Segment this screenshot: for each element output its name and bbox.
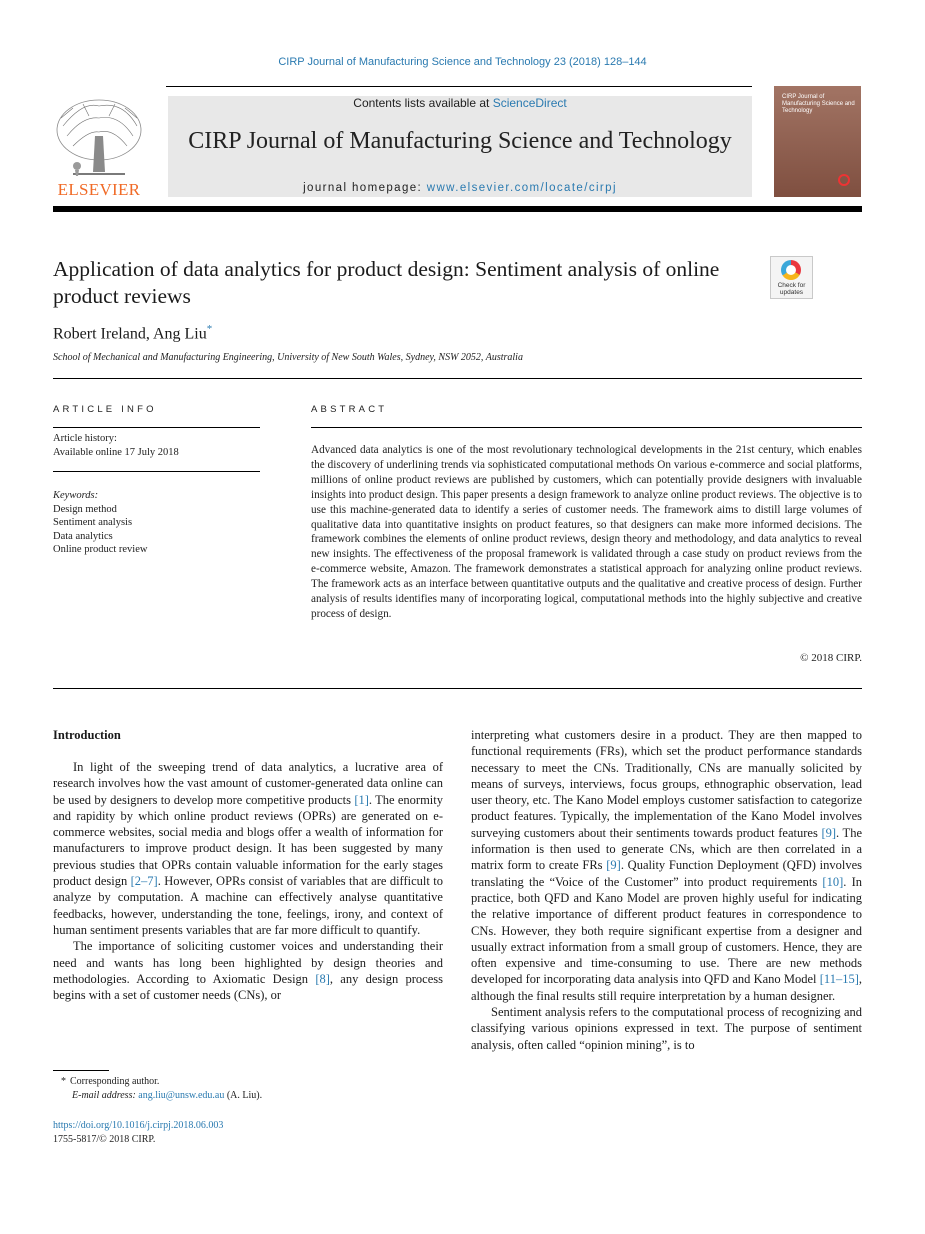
- reference-link[interactable]: [9]: [606, 858, 621, 873]
- article-history-rule: [53, 471, 260, 472]
- contents-line: [168, 96, 752, 110]
- journal-homepage: [168, 182, 752, 194]
- footnote-email-line: [53, 1089, 262, 1103]
- abstract-text: Advanced data analytics is one of the most revolutionary technological developments in the 21st century, which enables the discovery of underlining trends via sophisticated computational methods On various e-commerce and social platforms, millions of online product reviews are published by customers, which can potentially provide designers with invaluable insights into product design. This paper presents a design framework to analyze online product reviews. The objective is to use this machine-generated data to identify a series of customer needs. The framework aims to distill large volumes of qualitative data into quantitative insights on product features, so that designers can make more informed decisions. The framework combines the elements of online product reviews, design theory and methodology, and data analytics to reveal new insights. The effectiveness of the proposal framework is validated through a case study on product reviews from the e-commerce website, Amazon. The framework demonstrates a statistical approach for analyzing online product reviews. The framework acts as an interface between quantitative outputs and the qualitative and creative process of design. Further analysis of results identifies many of incorporating logical, computational methods into the highly subjective and creative process of design.: [311, 444, 862, 620]
- abstract-rule: [311, 427, 862, 428]
- paragraph: [471, 727, 862, 1004]
- footnote-rule: [53, 1070, 109, 1071]
- doi-block: [53, 1119, 223, 1146]
- cirp-logo-icon: [838, 174, 850, 186]
- text-run: interpreting what customers desire in a product. They are then mapped to functional requirements (FRs), which set the product performance standards necessary to meet the CNs. Traditionally, CNs are manually solicited by means of surveys, interviews, focus groups, ethnographic observation, lead user theory, etc. The Kano Model employs customer satisfaction to categorize product features. Typically, the implementation of the Kano Model involves surveying customers about their sentiments towards product features: [471, 728, 862, 840]
- email-label: E-mail address:: [72, 1089, 139, 1101]
- body-right-column: [471, 727, 862, 1053]
- text-run: . Quality Function Deployment (QFD) involves translating the “Voice of the Customer” into product requirements: [471, 858, 862, 889]
- keywords-label: Keywords:: [53, 490, 99, 501]
- text-run: In light of the sweeping trend of data analytics, a lucrative area of research involves how the vast amount of customer-generated data online can be used by designers to develop more competitive products: [53, 760, 443, 807]
- text-run: . The enormity and rapidity by which online product reviews (OPRs) are generated on e-commerce websites, social media and blogs offer a wealth of information for manufacturers to improve product design. It has been suggested by many previous studies that OPRs contain valuable information for the early stages product design: [53, 792, 443, 889]
- abstract-bottom-rule: [53, 688, 862, 689]
- keywords-block: [53, 489, 147, 557]
- sciencedirect-link[interactable]: ScienceDirect: [492, 96, 567, 110]
- corresponding-author-footnote: [53, 1075, 262, 1102]
- contents-prefix: Contents lists available at: [353, 96, 493, 110]
- cover-title: CIRP Journal of Manufacturing Science and Technology: [782, 94, 855, 114]
- journal-title: CIRP Journal of Manufacturing Science and Technology: [188, 128, 732, 154]
- header-rule: [166, 86, 752, 87]
- footnote-mark: *: [61, 1076, 66, 1087]
- journal-citation[interactable]: CIRP Journal of Manufacturing Science and Technology 23 (2018) 128–144: [278, 56, 647, 68]
- issn-line: 1755-5817/© 2018 CIRP.: [53, 1133, 156, 1145]
- keyword-item: Design method: [53, 503, 117, 515]
- body-left-column: [53, 759, 443, 1003]
- text-run: . The information is then used to generate CNs, which are then correlated in a matrix form to create FRs: [471, 825, 862, 873]
- text-run: , any design process begins with a set of customer needs (CNs), or: [53, 971, 443, 1003]
- paragraph: [471, 1004, 862, 1053]
- author-list: [53, 323, 212, 343]
- header-thick-rule: [53, 206, 862, 212]
- abstract-heading: ABSTRACT: [311, 404, 388, 415]
- reference-link[interactable]: [2–7]: [130, 874, 158, 889]
- author-email-link[interactable]: ang.liu@unsw.edu.au: [138, 1089, 225, 1101]
- text-run: Sentiment analysis refers to the computational process of recognizing and classifying various opinions expressed in text. The purpose of sentiment analysis, often called “opinion mining”, is to: [471, 1005, 862, 1052]
- text-run: , although the final results still require interpretation by a human designer.: [471, 972, 862, 1003]
- history-label: Article history:: [53, 433, 117, 444]
- text-run: The importance of soliciting customer voices and understanding their need and wants has long been highlighted by design theories and methodologies. According to Axiomatic Design: [53, 939, 443, 986]
- article-info-rule: [53, 427, 260, 428]
- elsevier-wordmark: ELSEVIER: [57, 180, 141, 199]
- keyword-item: Sentiment analysis: [53, 517, 133, 528]
- available-online-date: Available online 17 July 2018: [53, 446, 179, 458]
- abstract-copyright: © 2018 CIRP.: [800, 652, 862, 664]
- authors-text: Robert Ireland, Ang Liu: [53, 325, 207, 343]
- article-history: [53, 432, 179, 459]
- introduction-heading: Introduction: [53, 728, 121, 742]
- footnote-label: Corresponding author.: [70, 1076, 160, 1087]
- reference-link[interactable]: [10]: [822, 874, 844, 889]
- keyword-item: Data analytics: [53, 530, 113, 542]
- author-affiliation: School of Mechanical and Manufacturing Engineering, University of New South Wales, Sydney, NSW 2052, Australia: [53, 352, 523, 363]
- footnote-line: [53, 1075, 262, 1089]
- check-icon-center: [786, 265, 796, 275]
- paragraph: [53, 938, 443, 1003]
- text-run: . In practice, both QFD and Kano Model are proven highly useful for indicating the relative importance of different product features in correspondence to CNs. However, they both require significant expertise from a designer and usually extract information from a small group of customers. Hence, they are often expensive and time-consuming to use. There are new methods developed for incorporating data analysis into QFD and Kano Model: [471, 874, 862, 987]
- check-for-updates-label: Check for updates: [777, 282, 806, 296]
- keyword-item: Online product review: [53, 544, 148, 555]
- article-info-heading: ARTICLE INFO: [53, 404, 157, 415]
- email-suffix: (A. Liu).: [224, 1089, 263, 1101]
- homepage-prefix: journal homepage:: [303, 182, 427, 194]
- homepage-link[interactable]: www.elsevier.com/locate/cirpj: [426, 182, 617, 194]
- reference-link[interactable]: [9]: [821, 825, 837, 840]
- title-rule: [53, 378, 862, 379]
- text-run: . However, OPRs consist of variables that are difficult to analyze by computation. A machine can effectively analyse quantitative feedbacks, however, understanding the tone, feelings, irony, and context of human sentiment presents variables that are far more difficult to quantify.: [53, 874, 443, 937]
- reference-link[interactable]: [11–15]: [819, 972, 859, 987]
- doi-link[interactable]: https://doi.org/10.1016/j.cirpj.2018.06.003: [53, 1120, 224, 1131]
- reference-link[interactable]: [1]: [354, 792, 369, 807]
- reference-link[interactable]: [8]: [315, 971, 330, 986]
- paragraph: [53, 759, 443, 938]
- corresponding-author-mark[interactable]: *: [206, 323, 213, 335]
- article-title: Application of data analytics for product design: Sentiment analysis of online product reviews: [53, 257, 720, 308]
